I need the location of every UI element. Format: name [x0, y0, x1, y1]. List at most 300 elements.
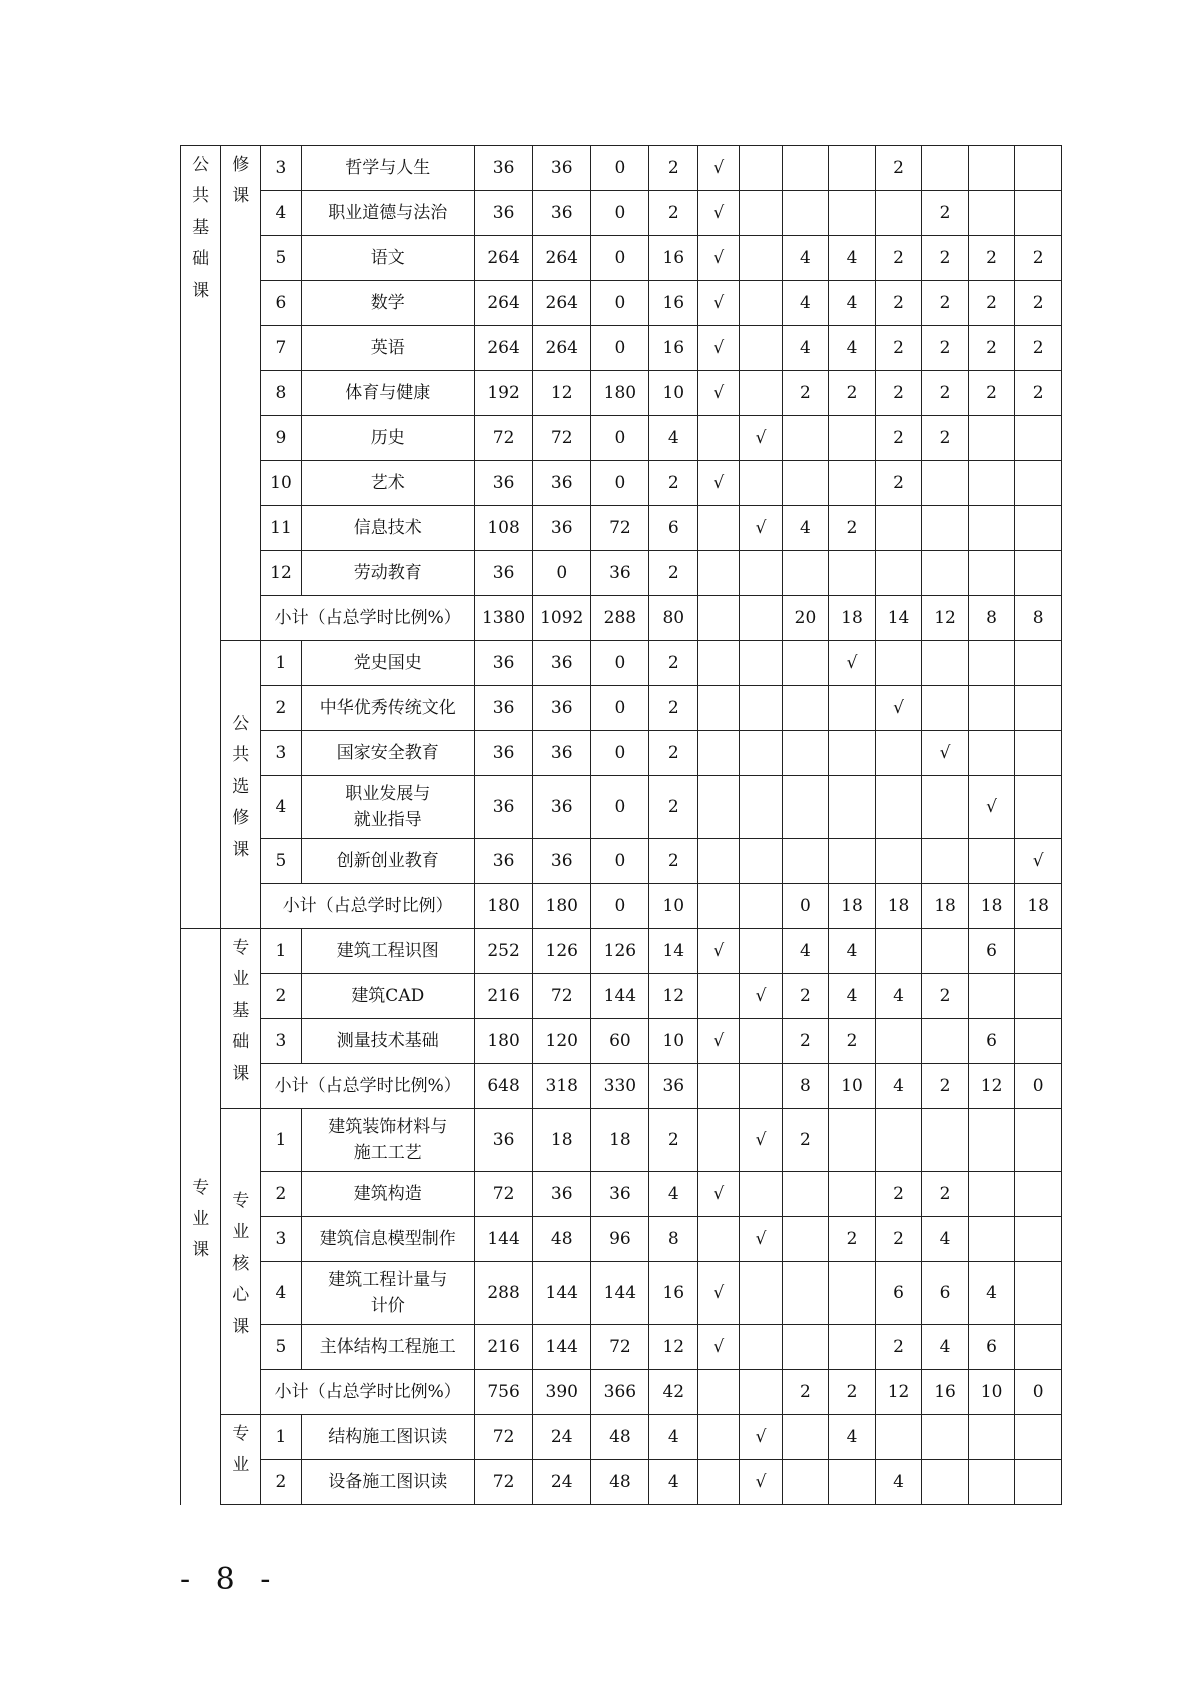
subtotal-check [740, 1370, 782, 1415]
cell-s3: 2 [875, 1325, 922, 1370]
cell-practice: 0 [591, 326, 649, 371]
cell-total: 180 [475, 1019, 533, 1064]
cell-theory: 36 [533, 146, 591, 191]
cell-practice: 72 [591, 506, 649, 551]
cell-check: √ [740, 1109, 782, 1172]
cell-theory: 264 [533, 281, 591, 326]
cell-s2: 2 [829, 506, 876, 551]
subcategory-required-label: 修课 [232, 155, 250, 207]
table-row [181, 1217, 1062, 1262]
course-name-text: 建筑CAD [351, 985, 425, 1006]
cell-total: 72 [475, 1172, 533, 1217]
subtotal-credit: 42 [649, 1370, 698, 1415]
cell-theory: 12 [533, 371, 591, 416]
cell-s2: 4 [829, 1415, 876, 1460]
subtotal-s3: 4 [875, 1064, 922, 1109]
subtotal-s4: 18 [922, 884, 969, 929]
cell-s3: 2 [875, 416, 922, 461]
cell-s5: 4 [968, 1262, 1015, 1325]
cell-exam: √ [698, 1019, 740, 1064]
course-name [301, 461, 474, 506]
cell-s2 [829, 1262, 876, 1325]
cell-s4: 2 [922, 191, 969, 236]
cell-exam [698, 776, 740, 839]
course-name-text: 英语 [370, 337, 405, 358]
cell-total: 264 [475, 236, 533, 281]
course-number: 8 [261, 371, 301, 416]
subtotal-exam [698, 596, 740, 641]
table-row [181, 1019, 1062, 1064]
cell-credit: 16 [649, 1262, 698, 1325]
course-number: 3 [261, 146, 301, 191]
cell-check [740, 326, 782, 371]
subtotal-s1: 20 [782, 596, 829, 641]
table-row [181, 506, 1062, 551]
cell-s5: √ [968, 776, 1015, 839]
subtotal-theory: 1092 [533, 596, 591, 641]
cell-theory: 24 [533, 1460, 591, 1505]
table-row [181, 731, 1062, 776]
cell-s3: 2 [875, 236, 922, 281]
course-name [301, 191, 474, 236]
cell-practice: 0 [591, 416, 649, 461]
cell-s4: 2 [922, 1172, 969, 1217]
cell-s1: 4 [782, 929, 829, 974]
cell-s6 [1015, 416, 1062, 461]
cell-theory: 0 [533, 551, 591, 596]
subtotal-row [181, 1370, 1062, 1415]
cell-s5: 2 [968, 236, 1015, 281]
cell-s2 [829, 686, 876, 731]
cell-s5: 2 [968, 281, 1015, 326]
cell-s5: 2 [968, 326, 1015, 371]
subcategory-pro-basic [221, 929, 261, 1109]
table-row [181, 776, 1062, 839]
cell-credit: 12 [649, 974, 698, 1019]
course-number: 1 [261, 929, 301, 974]
cell-s4 [922, 776, 969, 839]
cell-s6: 2 [1015, 281, 1062, 326]
cell-s3 [875, 191, 922, 236]
subtotal-row [181, 596, 1062, 641]
subtotal-s1: 8 [782, 1064, 829, 1109]
cell-check [740, 146, 782, 191]
course-number: 3 [261, 1019, 301, 1064]
cell-s6: 2 [1015, 326, 1062, 371]
subcategory-pro-ext-label: 专业 [232, 1424, 250, 1476]
cell-s4: 4 [922, 1325, 969, 1370]
cell-s1 [782, 686, 829, 731]
cell-theory: 18 [533, 1109, 591, 1172]
table-row [181, 929, 1062, 974]
cell-s6: 2 [1015, 371, 1062, 416]
cell-s4: 2 [922, 974, 969, 1019]
subtotal-s4: 16 [922, 1370, 969, 1415]
cell-check: √ [740, 1217, 782, 1262]
subtotal-s6: 18 [1015, 884, 1062, 929]
cell-practice: 48 [591, 1415, 649, 1460]
subtotal-s5: 12 [968, 1064, 1015, 1109]
cell-s6 [1015, 1325, 1062, 1370]
cell-theory: 72 [533, 416, 591, 461]
cell-credit: 8 [649, 1217, 698, 1262]
cell-s4 [922, 839, 969, 884]
cell-exam [698, 1415, 740, 1460]
cell-credit: 16 [649, 236, 698, 281]
cell-check [740, 191, 782, 236]
course-number: 5 [261, 1325, 301, 1370]
cell-check [740, 641, 782, 686]
cell-s1 [782, 1325, 829, 1370]
cell-s6 [1015, 191, 1062, 236]
course-name-text: 测量技术基础 [336, 1030, 439, 1051]
cell-s4: 4 [922, 1217, 969, 1262]
cell-credit: 4 [649, 1172, 698, 1217]
cell-exam: √ [698, 1172, 740, 1217]
cell-s1 [782, 461, 829, 506]
cell-s6: 2 [1015, 236, 1062, 281]
cell-s3: 6 [875, 1262, 922, 1325]
cell-s4 [922, 551, 969, 596]
curriculum-table [180, 145, 1062, 1505]
subtotal-s2: 2 [829, 1370, 876, 1415]
course-name-text: 哲学与人生 [345, 157, 431, 178]
cell-total: 216 [475, 1325, 533, 1370]
cell-s4 [922, 1019, 969, 1064]
cell-theory: 264 [533, 326, 591, 371]
cell-s2 [829, 146, 876, 191]
cell-practice: 126 [591, 929, 649, 974]
cell-s1: 2 [782, 1109, 829, 1172]
course-number: 11 [261, 506, 301, 551]
table-row [181, 641, 1062, 686]
cell-theory: 36 [533, 839, 591, 884]
cell-s5 [968, 1460, 1015, 1505]
cell-s2 [829, 1172, 876, 1217]
cell-theory: 36 [533, 641, 591, 686]
table-row [181, 191, 1062, 236]
cell-s4 [922, 146, 969, 191]
cell-s3: 2 [875, 371, 922, 416]
cell-check [740, 281, 782, 326]
subtotal-exam [698, 884, 740, 929]
cell-s4 [922, 641, 969, 686]
cell-s3 [875, 839, 922, 884]
cell-s1: 2 [782, 1019, 829, 1064]
cell-s5 [968, 1172, 1015, 1217]
cell-s1: 2 [782, 371, 829, 416]
course-name-text: 数学 [370, 292, 405, 313]
subtotal-s4: 12 [922, 596, 969, 641]
cell-s1 [782, 191, 829, 236]
cell-s3 [875, 1415, 922, 1460]
table-row [181, 461, 1062, 506]
cell-credit: 2 [649, 551, 698, 596]
subcategory-public-elective [221, 641, 261, 929]
subtotal-s5: 18 [968, 884, 1015, 929]
cell-check [740, 686, 782, 731]
cell-exam [698, 839, 740, 884]
cell-total: 36 [475, 776, 533, 839]
course-name-text: 职业发展与 就业指导 [345, 783, 431, 830]
table-row [181, 551, 1062, 596]
subcategory-public-elective-label: 公共选修课 [232, 713, 250, 860]
cell-total: 36 [475, 839, 533, 884]
table-row [181, 281, 1062, 326]
cell-s2 [829, 839, 876, 884]
category-professional [181, 929, 221, 1505]
cell-s4 [922, 929, 969, 974]
subtotal-s2: 10 [829, 1064, 876, 1109]
cell-check: √ [740, 1415, 782, 1460]
cell-total: 216 [475, 974, 533, 1019]
cell-s2: 4 [829, 974, 876, 1019]
subtotal-total: 1380 [475, 596, 533, 641]
subtotal-s3: 14 [875, 596, 922, 641]
subtotal-s1: 2 [782, 1370, 829, 1415]
cell-s5 [968, 1415, 1015, 1460]
course-name-text: 劳动教育 [353, 562, 422, 583]
course-number: 5 [261, 839, 301, 884]
table-row [181, 371, 1062, 416]
cell-s6 [1015, 929, 1062, 974]
course-number: 4 [261, 191, 301, 236]
subtotal-label: 小计（占总学时比例%） [261, 1064, 475, 1109]
cell-s6 [1015, 641, 1062, 686]
course-number: 5 [261, 236, 301, 281]
course-number: 3 [261, 731, 301, 776]
subcategory-required [221, 146, 261, 641]
course-name-text: 设备施工图识读 [328, 1471, 448, 1492]
cell-exam [698, 1217, 740, 1262]
cell-s2 [829, 461, 876, 506]
cell-total: 192 [475, 371, 533, 416]
cell-s6: √ [1015, 839, 1062, 884]
course-name-text: 职业道德与法治 [328, 202, 448, 223]
subcategory-pro-core [221, 1109, 261, 1415]
subtotal-label: 小计（占总学时比例） [261, 884, 475, 929]
cell-s2 [829, 1109, 876, 1172]
cell-check: √ [740, 1460, 782, 1505]
course-name-text: 结构施工图识读 [328, 1426, 448, 1447]
cell-theory: 24 [533, 1415, 591, 1460]
table-row [181, 1109, 1062, 1172]
cell-s6 [1015, 1415, 1062, 1460]
cell-exam: √ [698, 236, 740, 281]
cell-credit: 2 [649, 641, 698, 686]
cell-s2: 2 [829, 1217, 876, 1262]
course-number: 1 [261, 1109, 301, 1172]
course-name [301, 731, 474, 776]
course-number: 7 [261, 326, 301, 371]
subtotal-s3: 12 [875, 1370, 922, 1415]
cell-s5 [968, 461, 1015, 506]
subtotal-s6: 8 [1015, 596, 1062, 641]
cell-s6 [1015, 551, 1062, 596]
subtotal-check [740, 884, 782, 929]
course-number: 2 [261, 974, 301, 1019]
cell-s1 [782, 551, 829, 596]
subcategory-pro-ext [221, 1415, 261, 1505]
cell-s3: √ [875, 686, 922, 731]
cell-s2: 4 [829, 236, 876, 281]
cell-exam [698, 974, 740, 1019]
cell-s3 [875, 551, 922, 596]
table-row [181, 1172, 1062, 1217]
cell-s4 [922, 686, 969, 731]
cell-s3 [875, 1109, 922, 1172]
cell-exam: √ [698, 1262, 740, 1325]
cell-s6 [1015, 731, 1062, 776]
course-name [301, 974, 474, 1019]
subcategory-pro-basic-label: 专业基础课 [232, 938, 250, 1084]
subtotal-theory: 180 [533, 884, 591, 929]
cell-credit: 16 [649, 281, 698, 326]
cell-s3: 2 [875, 461, 922, 506]
cell-s2 [829, 1325, 876, 1370]
cell-theory: 36 [533, 461, 591, 506]
cell-s1: 4 [782, 326, 829, 371]
subtotal-s3: 18 [875, 884, 922, 929]
cell-practice: 36 [591, 551, 649, 596]
cell-practice: 0 [591, 461, 649, 506]
course-name [301, 776, 474, 839]
cell-s4: 2 [922, 371, 969, 416]
course-name [301, 641, 474, 686]
cell-credit: 2 [649, 776, 698, 839]
subtotal-s5: 8 [968, 596, 1015, 641]
cell-total: 36 [475, 191, 533, 236]
cell-s1 [782, 839, 829, 884]
cell-s6 [1015, 1019, 1062, 1064]
table-row [181, 839, 1062, 884]
subtotal-credit: 36 [649, 1064, 698, 1109]
cell-total: 36 [475, 641, 533, 686]
cell-s5 [968, 551, 1015, 596]
category-professional-label: 专业课 [192, 1177, 210, 1261]
cell-s6 [1015, 1262, 1062, 1325]
cell-exam: √ [698, 371, 740, 416]
cell-s5 [968, 416, 1015, 461]
course-name [301, 371, 474, 416]
cell-exam [698, 641, 740, 686]
cell-s3 [875, 929, 922, 974]
cell-s6 [1015, 461, 1062, 506]
cell-s2 [829, 776, 876, 839]
cell-exam: √ [698, 281, 740, 326]
course-name [301, 1109, 474, 1172]
cell-exam: √ [698, 146, 740, 191]
course-number: 1 [261, 1415, 301, 1460]
cell-practice: 96 [591, 1217, 649, 1262]
cell-practice: 144 [591, 974, 649, 1019]
cell-exam [698, 686, 740, 731]
cell-practice: 48 [591, 1460, 649, 1505]
cell-theory: 36 [533, 1172, 591, 1217]
course-number: 4 [261, 1262, 301, 1325]
cell-s6 [1015, 974, 1062, 1019]
subtotal-total: 756 [475, 1370, 533, 1415]
cell-exam [698, 731, 740, 776]
cell-s1 [782, 1460, 829, 1505]
cell-s6 [1015, 1172, 1062, 1217]
cell-s2: 4 [829, 281, 876, 326]
cell-s2 [829, 1460, 876, 1505]
cell-s2 [829, 416, 876, 461]
cell-s2: 4 [829, 326, 876, 371]
cell-exam: √ [698, 1325, 740, 1370]
course-name [301, 839, 474, 884]
table-row [181, 1415, 1062, 1460]
cell-check: √ [740, 416, 782, 461]
cell-s5: 6 [968, 1325, 1015, 1370]
cell-check [740, 839, 782, 884]
course-name-text: 党史国史 [353, 652, 422, 673]
cell-total: 288 [475, 1262, 533, 1325]
cell-credit: 6 [649, 506, 698, 551]
course-name-text: 建筑信息模型制作 [319, 1228, 456, 1249]
cell-theory: 126 [533, 929, 591, 974]
subtotal-s2: 18 [829, 596, 876, 641]
cell-s5: 2 [968, 371, 1015, 416]
cell-s2: 2 [829, 371, 876, 416]
cell-s1 [782, 1262, 829, 1325]
cell-credit: 2 [649, 461, 698, 506]
cell-s3: 2 [875, 326, 922, 371]
subtotal-row [181, 1064, 1062, 1109]
course-name [301, 506, 474, 551]
course-name-text: 建筑工程计量与 计价 [328, 1269, 448, 1316]
cell-theory: 264 [533, 236, 591, 281]
cell-s4 [922, 1415, 969, 1460]
cell-credit: 2 [649, 1109, 698, 1172]
course-name [301, 1172, 474, 1217]
cell-practice: 0 [591, 281, 649, 326]
cell-total: 36 [475, 731, 533, 776]
cell-s3: 2 [875, 1172, 922, 1217]
cell-practice: 0 [591, 191, 649, 236]
cell-s4: 2 [922, 281, 969, 326]
cell-s6 [1015, 1109, 1062, 1172]
cell-s3: 2 [875, 281, 922, 326]
cell-theory: 120 [533, 1019, 591, 1064]
cell-check: √ [740, 506, 782, 551]
cell-check [740, 776, 782, 839]
cell-credit: 14 [649, 929, 698, 974]
cell-s4 [922, 1460, 969, 1505]
cell-s5 [968, 191, 1015, 236]
cell-s5 [968, 1109, 1015, 1172]
course-number: 2 [261, 1460, 301, 1505]
subtotal-row [181, 884, 1062, 929]
cell-s6 [1015, 686, 1062, 731]
cell-total: 72 [475, 1415, 533, 1460]
cell-total: 108 [475, 506, 533, 551]
cell-s5 [968, 686, 1015, 731]
cell-practice: 0 [591, 731, 649, 776]
course-name-text: 建筑装饰材料与 施工工艺 [328, 1116, 448, 1163]
cell-check [740, 731, 782, 776]
cell-theory: 48 [533, 1217, 591, 1262]
cell-s3: 2 [875, 1217, 922, 1262]
cell-check [740, 236, 782, 281]
cell-s4: 6 [922, 1262, 969, 1325]
cell-s2 [829, 551, 876, 596]
cell-exam [698, 551, 740, 596]
cell-s5 [968, 146, 1015, 191]
cell-credit: 2 [649, 191, 698, 236]
cell-credit: 10 [649, 371, 698, 416]
